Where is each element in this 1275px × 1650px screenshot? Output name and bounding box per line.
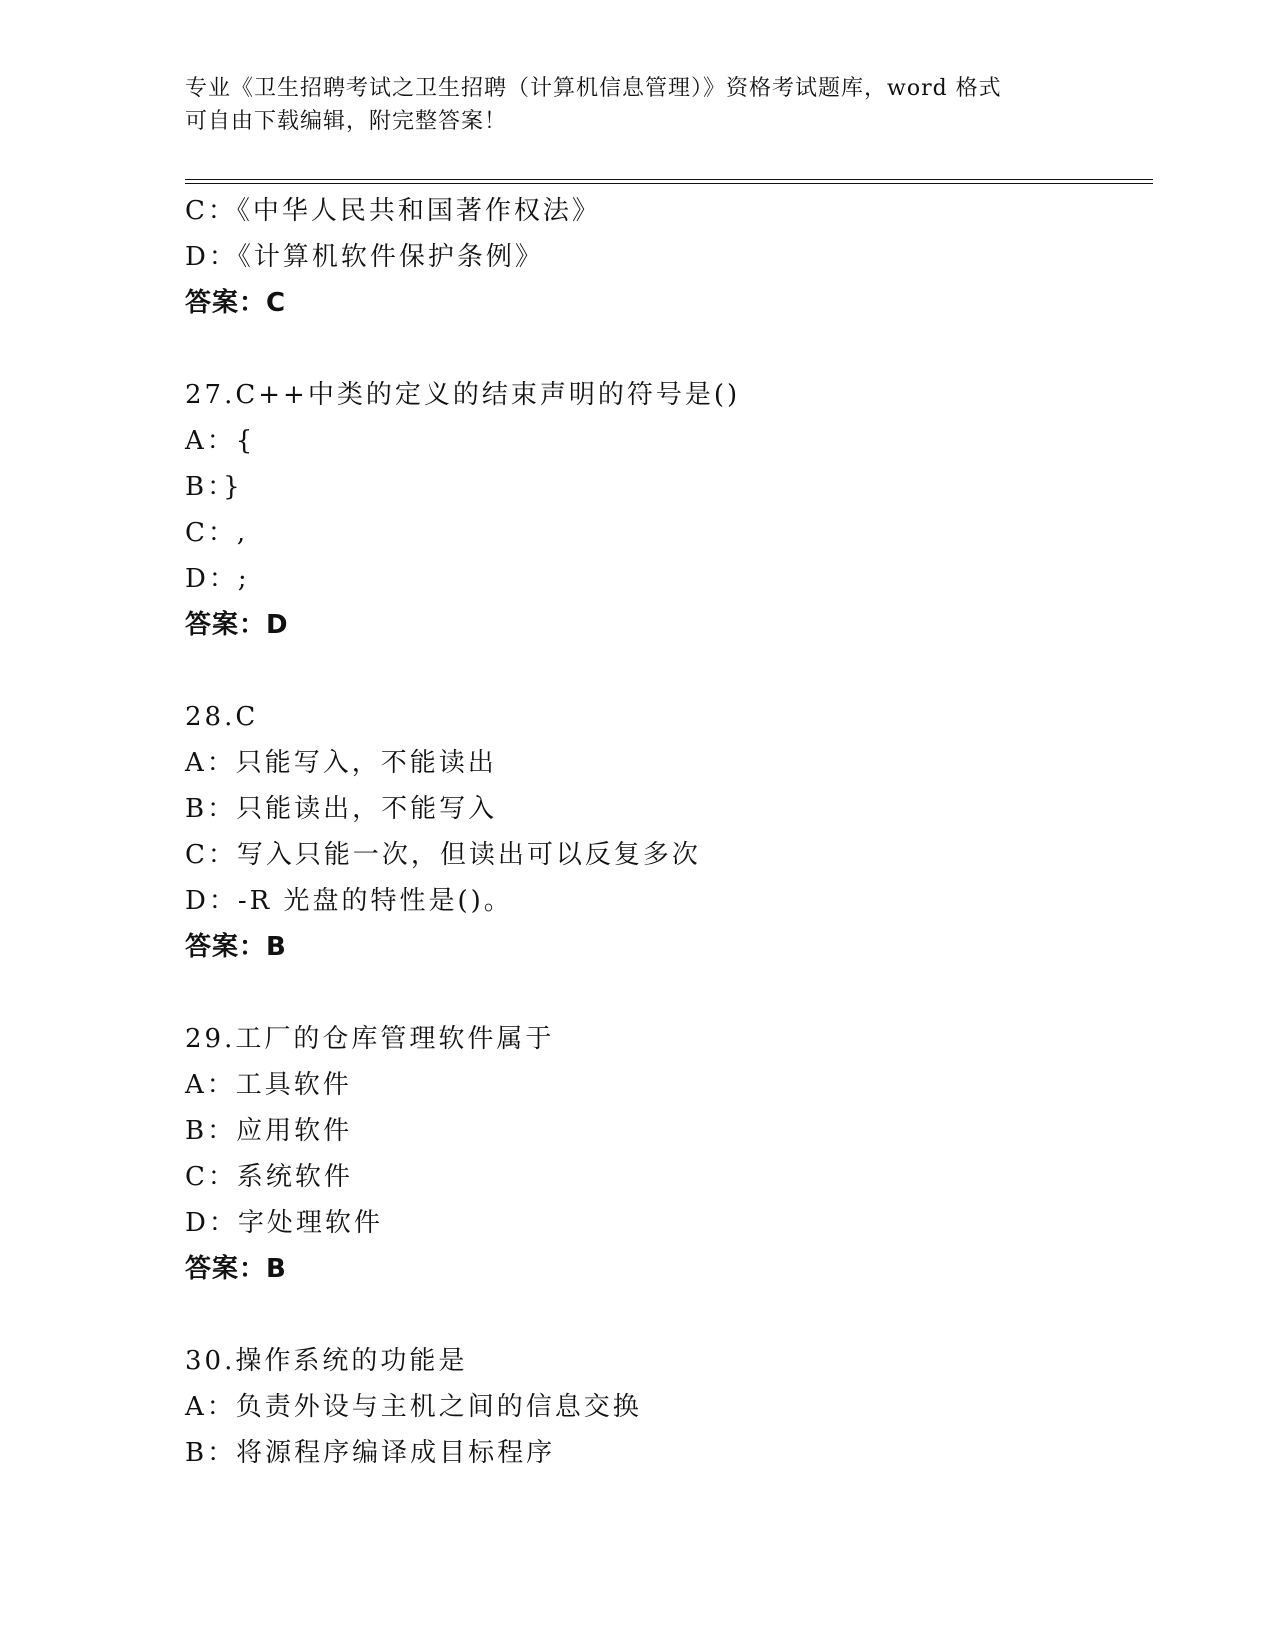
answer-line: 答案：B xyxy=(185,932,287,962)
option-a: A：只能写入，不能读出 xyxy=(185,748,497,778)
question-26-continued xyxy=(185,188,1153,326)
question-text: 30.操作系统的功能是 xyxy=(185,1346,468,1376)
header-line-1: 专业《卫生招聘考试之卫生招聘（计算机信息管理）》资格考试题库，word 格式 xyxy=(185,76,1002,101)
question-28 xyxy=(185,694,1153,970)
option-d: D：字处理软件 xyxy=(185,1208,383,1238)
option-d: D：; xyxy=(185,564,250,594)
option-c: C：《中华人民共和国著作权法》 xyxy=(185,196,601,226)
question-29 xyxy=(185,1016,1153,1292)
spacer xyxy=(185,1292,1153,1338)
option-b: B：将源程序编译成目标程序 xyxy=(185,1438,556,1468)
option-b: B：只能读出，不能写入 xyxy=(185,794,498,824)
option-d: D：-R 光盘的特性是()。 xyxy=(185,886,513,916)
answer-line: 答案：D xyxy=(185,610,289,640)
header-divider-bottom xyxy=(185,183,1153,184)
question-list xyxy=(185,188,1153,1476)
question-30 xyxy=(185,1338,1153,1476)
option-b: B：应用软件 xyxy=(185,1116,353,1146)
header-divider-top xyxy=(185,179,1153,180)
document-header xyxy=(185,72,1085,138)
option-c: C：, xyxy=(185,518,249,548)
question-27 xyxy=(185,372,1153,648)
option-c: C：写入只能一次，但读出可以反复多次 xyxy=(185,840,701,870)
option-a: A：负责外设与主机之间的信息交换 xyxy=(185,1392,642,1422)
answer-line: 答案：B xyxy=(185,1254,287,1284)
header-line-2: 可自由下载编辑，附完整答案！ xyxy=(185,109,508,134)
question-text: 29.工厂的仓库管理软件属于 xyxy=(185,1024,555,1054)
option-a: A：工具软件 xyxy=(185,1070,352,1100)
option-d: D：《计算机软件保护条例》 xyxy=(185,242,544,272)
option-c: C：系统软件 xyxy=(185,1162,353,1192)
question-text: 27.C++中类的定义的结束声明的符号是() xyxy=(185,380,741,410)
spacer xyxy=(185,970,1153,1016)
spacer xyxy=(185,326,1153,372)
answer-line: 答案：C xyxy=(185,288,287,318)
spacer xyxy=(185,648,1153,694)
option-a: A：{ xyxy=(185,426,256,456)
question-text: 28.C xyxy=(185,702,259,732)
option-b: B：} xyxy=(185,472,243,502)
